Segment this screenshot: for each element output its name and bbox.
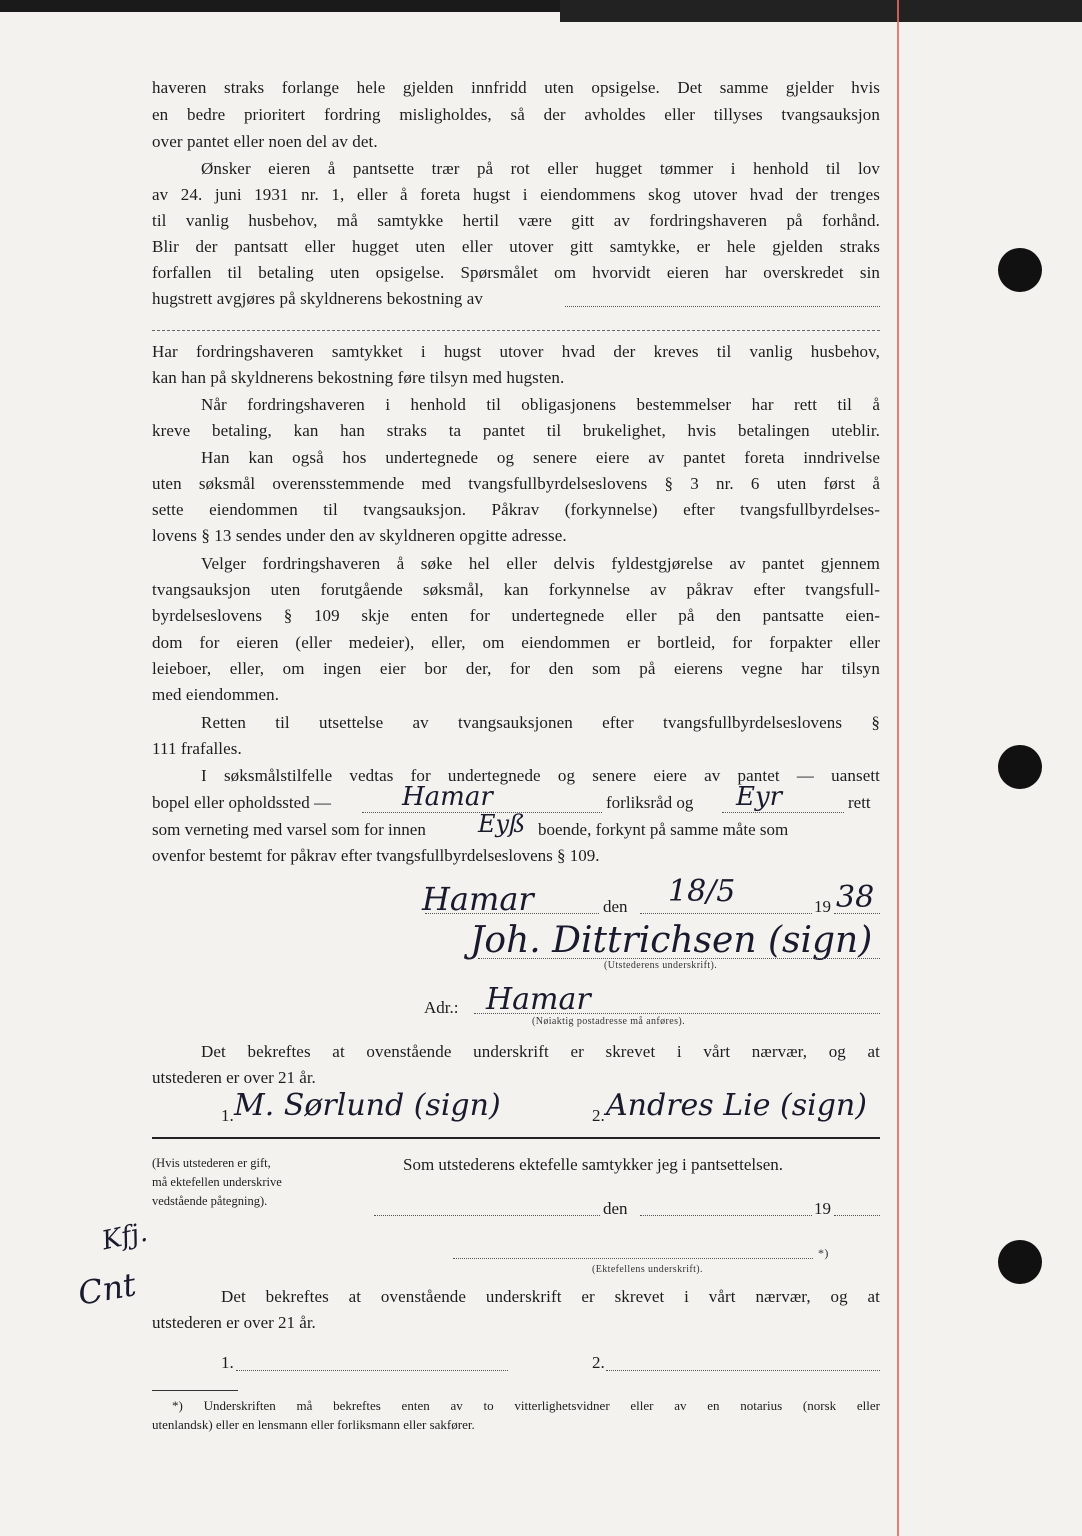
witness-text: utstederen er over 21 år.	[152, 1068, 316, 1087]
address-line	[474, 1013, 880, 1014]
body-line: Retten til utsettelse av tvangsauksjonen efter tvangsfullbyrdelseslovens §	[201, 713, 880, 732]
witness-2-line	[606, 1370, 880, 1371]
margin-note-handwritten: Kfj.	[99, 1217, 150, 1257]
fill-in-line	[640, 913, 812, 914]
fill-in-line	[374, 1215, 600, 1216]
date-year-handwritten: 38	[836, 880, 875, 915]
punch-hole-bottom	[998, 1240, 1042, 1284]
venue-line2-b: boende, forkynt på samme måte som	[538, 820, 789, 839]
signature-caption: (Utstederens underskrift).	[604, 960, 718, 971]
venue-court-handwritten: Eyr	[736, 782, 783, 812]
punch-hole-top	[998, 248, 1042, 292]
body-line: leieboer, eller, om ingen eier bor der, for den som på eierens vegne har tilsyn	[152, 659, 880, 678]
date-place-handwritten: Hamar	[422, 880, 534, 918]
body-line: sette eiendommen til tvangsauksjon. Påkrav (forkynnelse) efter tvangsfullbyrdelses-	[152, 500, 880, 519]
section-divider	[152, 1137, 880, 1139]
body-line: Har fordringshaveren samtykket i hugst utover hvad der kreves til vanlig husbehov,	[152, 342, 880, 361]
body-line: over pantet eller noen del av det.	[152, 132, 378, 151]
witness-number-1: 1.	[221, 1353, 234, 1372]
venue-prefix: bopel eller opholdssted —	[152, 793, 331, 812]
spouse-side-note: vedstående påtegning).	[152, 1194, 268, 1208]
body-line: Blir der pantsatt eller hugget uten eller utover gitt samtykke, er hele gjelden straks	[152, 237, 880, 256]
body-line: med eiendommen.	[152, 685, 280, 704]
venue-suffix: rett	[848, 793, 871, 812]
body-line: tvangsauksjon uten forutgående søksmål, kan forkynnelse av påkrav efter tvangsfull-	[152, 580, 880, 599]
footnote-line: utenlandsk) eller en lensmann eller forliksmann eller sakfører.	[152, 1417, 475, 1432]
issuer-signature-handwritten: Joh. Dittrichsen (sign)	[470, 920, 873, 961]
witness-text: Det bekreftes at ovenstående underskrift er skrevet i vårt nærvær, og at	[221, 1287, 880, 1306]
body-line: kan han på skyldnerens bekostning føre tilsyn med hugsten.	[152, 368, 565, 387]
spouse-side-note: (Hvis utstederen er gift,	[152, 1156, 271, 1170]
address-handwritten: Hamar	[486, 982, 591, 1017]
witness-1-line	[236, 1370, 508, 1371]
spouse-year: 19	[814, 1199, 831, 1218]
body-line: av 24. juni 1931 nr. 1, eller å foreta hugst i eiendommens skog utover hvad der trenges	[152, 185, 880, 204]
spouse-signature-caption: (Ektefellens underskrift).	[592, 1264, 703, 1275]
body-line: 111 frafalles.	[152, 739, 242, 758]
body-line: forfallen til betaling uten opsigelse. Spørsmålet om hvorvidt eieren har overskredet sin	[152, 263, 880, 282]
fill-in-line	[834, 913, 880, 914]
footnote	[152, 1396, 880, 1434]
address-label: Adr.:	[424, 998, 459, 1017]
spouse-den: den	[603, 1199, 628, 1218]
witness-number-2: 2.	[592, 1353, 605, 1372]
body-line: haveren straks forlange hele gjelden innfridd uten opsigelse. Det samme gjelder hvis	[152, 78, 880, 97]
footnote-line: *) Underskriften må bekreftes enten av to vitterlighetsvidner eller av en notarius (norsk eller	[172, 1398, 880, 1413]
body-line: til vanlig husbehov, må samtykke hertil være gitt av fordringshaveren på forhånd.	[152, 211, 880, 230]
body-line: dom for eieren (eller medeier), eller, om eiendommen er bortleid, for forpakter eller	[152, 633, 880, 652]
body-line: en bedre prioritert fordring misligholdes, så der avholdes eller tillyses tvangsauksjon	[152, 105, 880, 124]
body-line: Når fordringshaveren i henhold til obligasjonens bestemmelser har rett til å	[201, 395, 880, 414]
body-line: kreve betaling, kan han straks ta pantet til brukelighet, hvis betalingen uteblir.	[152, 421, 880, 440]
signature-line	[478, 958, 880, 959]
fill-in-line	[722, 812, 844, 813]
venue-line2-handwritten: Eyß	[478, 810, 526, 838]
address-caption: (Nøiaktig postadresse må anføres).	[532, 1016, 685, 1027]
fill-in-line	[834, 1215, 880, 1216]
venue-place-handwritten: Hamar	[402, 782, 493, 812]
date-year-prefix: 19	[814, 897, 831, 916]
venue-line3: ovenfor bestemt for påkrav efter tvangsfullbyrdelseslovens § 109.	[152, 846, 600, 865]
witness-1-signature-handwritten: M. Sørlund (sign)	[234, 1088, 501, 1123]
body-line: I søksmålstilfelle vedtas for undertegnede og senere eiere av pantet — uansett	[201, 766, 880, 785]
body-line: Han kan også hos undertegnede og senere eiere av pantet foreta inndrivelse	[201, 448, 880, 467]
spouse-consent: Som utstederens ektefelle samtykker jeg i pantsettelsen.	[403, 1155, 784, 1174]
venue-mid: forliksråd og	[606, 793, 694, 812]
witness-text: Det bekreftes at ovenstående underskrift er skrevet i vårt nærvær, og at	[201, 1042, 880, 1061]
date-den: den	[603, 897, 628, 916]
witness-2-signature-handwritten: Andres Lie (sign)	[606, 1088, 867, 1123]
date-handwritten: 18/5	[668, 874, 736, 909]
witness-number-1: 1.	[221, 1106, 234, 1125]
body-line: Ønsker eieren å pantsette trær på rot eller hugget tømmer i henhold til lov	[201, 159, 880, 178]
scan-edge-shadow	[560, 0, 1082, 22]
fill-in-line	[565, 306, 880, 307]
fill-in-line	[640, 1215, 812, 1216]
footnote-rule	[152, 1390, 238, 1391]
spouse-side-note: må ektefellen underskrive	[152, 1175, 282, 1189]
witness-text: utstederen er over 21 år.	[152, 1313, 316, 1332]
margin-note-handwritten: Cnt	[75, 1265, 139, 1313]
fill-in-line	[152, 330, 880, 331]
spouse-asterisk: *)	[818, 1246, 829, 1260]
body-line: Velger fordringshaveren å søke hel eller delvis fyldestgjørelse av pantet gjennem	[201, 554, 880, 573]
witness-number-2: 2.	[592, 1106, 605, 1125]
fill-in-line	[425, 913, 599, 914]
body-line: uten søksmål overensstemmende med tvangsfullbyrdelseslovens § 3 nr. 6 uten først å	[152, 474, 880, 493]
venue-line2-a: som verneting med varsel som for innen	[152, 820, 426, 839]
margin-line	[897, 0, 899, 1536]
punch-hole-middle	[998, 745, 1042, 789]
body-line: lovens § 13 sendes under den av skyldneren opgitte adresse.	[152, 526, 567, 545]
spouse-signature-line	[453, 1258, 813, 1259]
body-line: hugstrett avgjøres på skyldnerens bekostning av	[152, 289, 483, 308]
body-line: byrdelseslovens § 109 skje enten for undertegnede eller på den pantsatte eien-	[152, 606, 880, 625]
